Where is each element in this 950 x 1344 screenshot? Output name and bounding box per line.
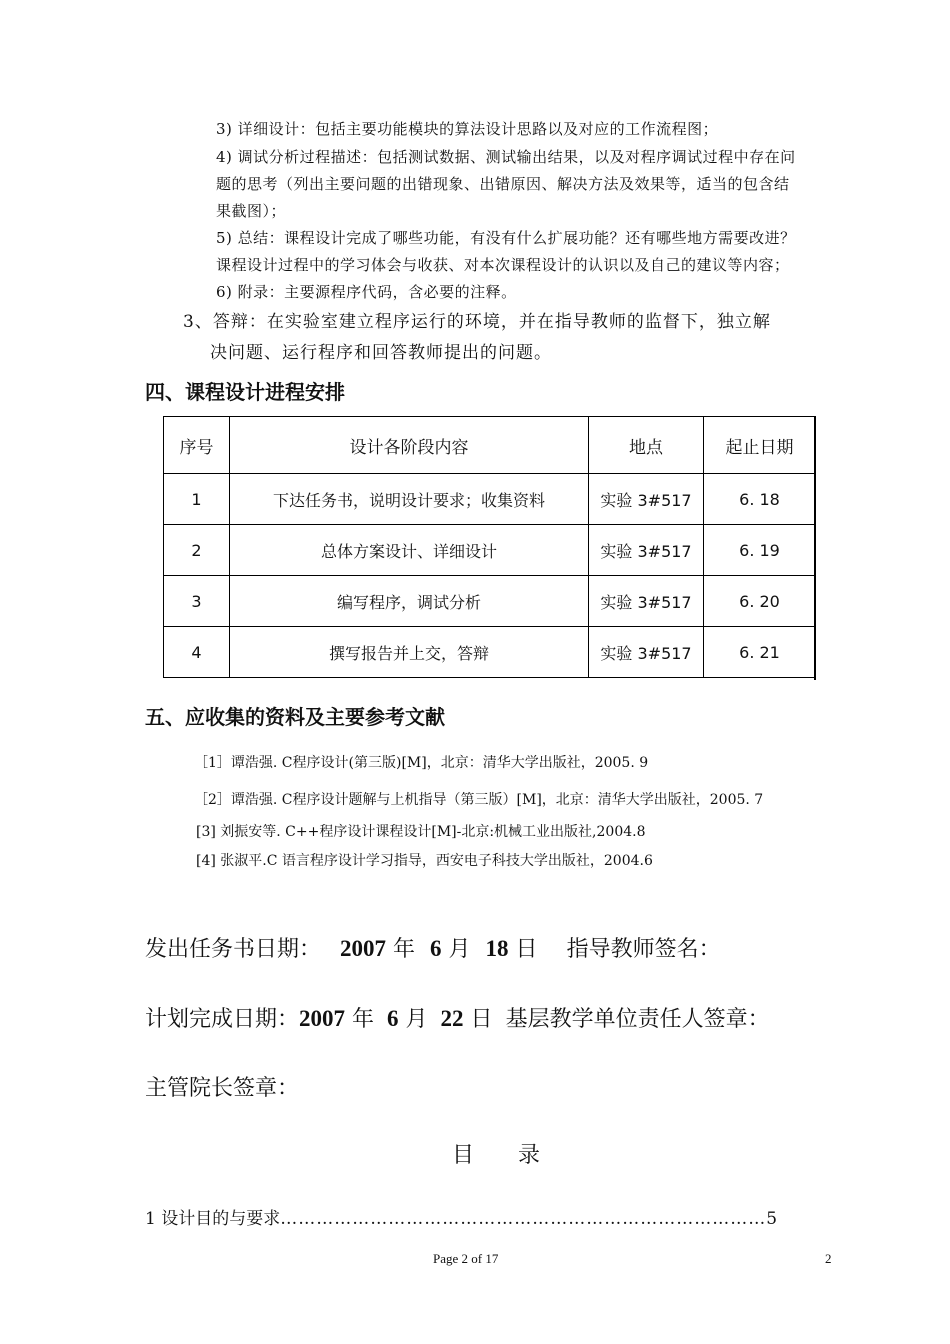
row-location: 实验 3#517 xyxy=(589,576,704,627)
reference-1: ［1］谭浩强. C程序设计(第三版)[M]，北京：清华大学出版社，2005. 9 xyxy=(194,755,649,771)
toc-entry-label: 1 设计目的与要求 xyxy=(145,1209,281,1229)
requirement-item-4: 4) 调试分析过程描述：包括测试数据、测试输出结果，以及对程序调试过程中存在问 xyxy=(216,148,796,166)
row-date: 6. 18 xyxy=(704,474,816,525)
plan-date-line xyxy=(145,1002,770,1033)
header-date: 起止日期 xyxy=(704,417,816,474)
issue-day: 18 xyxy=(485,936,509,961)
defense-line-2: 决问题、运行程序和回答教师提出的问题。 xyxy=(210,343,552,363)
reference-2: ［2］谭浩强. C程序设计题解与上机指导（第三版）[M]，北京：清华大学出版社，2005. 7 xyxy=(194,792,764,808)
row-index: 3 xyxy=(164,576,230,627)
dean-signature-label: 主管院长签章： xyxy=(145,1076,300,1101)
header-index: 序号 xyxy=(164,417,230,474)
row-location: 实验 3#517 xyxy=(589,627,704,678)
requirement-item-5-cont: 课程设计过程中的学习体会与收获、对本次课程设计的认识以及自己的建议等内容； xyxy=(216,256,790,274)
reference-4: [4] 张淑平.C 语言程序设计学习指导，西安电子科技大学出版社，2004.6 xyxy=(196,853,653,869)
header-content: 设计各阶段内容 xyxy=(230,417,589,474)
issue-day-char: 日 xyxy=(515,937,538,962)
row-date: 6. 21 xyxy=(704,627,816,678)
requirement-item-6: 6) 附录：主要源程序代码，含必要的注释。 xyxy=(216,283,517,301)
requirement-item-5: 5) 总结：课程设计完成了哪些功能，有没有什么扩展功能？还有哪些地方需要改进？ xyxy=(216,229,796,247)
table-row xyxy=(164,525,816,576)
requirement-item-4-cont: 题的思考（列出主要问题的出错现象、出错原因、解决方法及效果等，适当的包含结 xyxy=(216,175,790,193)
toc-entry[interactable] xyxy=(145,1204,777,1229)
page-footer-text: Page 2 of 17 xyxy=(433,1251,499,1266)
row-content: 撰写报告并上交，答辩 xyxy=(230,627,589,678)
row-date: 6. 19 xyxy=(704,525,816,576)
issue-date-label: 发出任务书日期： xyxy=(145,937,322,962)
toc-title: 目 录 xyxy=(452,1143,541,1168)
issue-year: 2007 xyxy=(340,936,387,961)
toc-entry-page: 5 xyxy=(766,1209,778,1229)
row-index: 4 xyxy=(164,627,230,678)
row-location: 实验 3#517 xyxy=(589,525,704,576)
section-5-title: 五、应收集的资料及主要参考文献 xyxy=(145,705,445,729)
defense-line-1: 3、答辩：在实验室建立程序运行的环境，并在指导教师的监督下，独立解 xyxy=(183,312,771,332)
section-4-title: 四、课程设计进程安排 xyxy=(145,380,345,404)
header-location: 地点 xyxy=(589,417,704,474)
table-row xyxy=(164,474,816,525)
table-right-border xyxy=(814,416,816,680)
reference-3: [3] 刘振安等. C++程序设计课程设计[M]-北京:机械工业出版社,2004.8 xyxy=(196,824,646,840)
row-location: 实验 3#517 xyxy=(589,474,704,525)
row-date: 6. 20 xyxy=(704,576,816,627)
row-content: 下达任务书，说明设计要求；收集资料 xyxy=(230,474,589,525)
requirement-item-3: 3) 详细设计：包括主要功能模块的算法设计思路以及对应的工作流程图； xyxy=(216,120,719,138)
issue-month-char: 月 xyxy=(448,937,471,962)
row-index: 1 xyxy=(164,474,230,525)
teacher-signature-label: 指导教师签名： xyxy=(566,937,721,962)
row-content: 编写程序，调试分析 xyxy=(230,576,589,627)
plan-year-char: 年 xyxy=(352,1007,375,1032)
issue-month: 6 xyxy=(430,936,442,961)
page-number: 2 xyxy=(825,1251,832,1266)
plan-month-char: 月 xyxy=(405,1007,428,1032)
issue-date-line xyxy=(145,932,721,963)
plan-year: 2007 xyxy=(299,1006,346,1031)
unit-signature-label: 基层教学单位责任人签章： xyxy=(505,1007,770,1032)
plan-day-char: 日 xyxy=(470,1007,493,1032)
schedule-table xyxy=(163,416,816,678)
row-index: 2 xyxy=(164,525,230,576)
requirement-item-4-cont2: 果截图）； xyxy=(216,202,287,220)
table-row xyxy=(164,576,816,627)
schedule-header-row xyxy=(164,417,816,474)
issue-year-char: 年 xyxy=(393,937,416,962)
toc-entry-dots: ……………………………………………………………………… xyxy=(280,1209,767,1229)
plan-month: 6 xyxy=(387,1006,399,1031)
row-content: 总体方案设计、详细设计 xyxy=(230,525,589,576)
plan-date-label: 计划完成日期： xyxy=(145,1007,300,1032)
table-row xyxy=(164,627,816,678)
plan-day: 22 xyxy=(440,1006,464,1031)
